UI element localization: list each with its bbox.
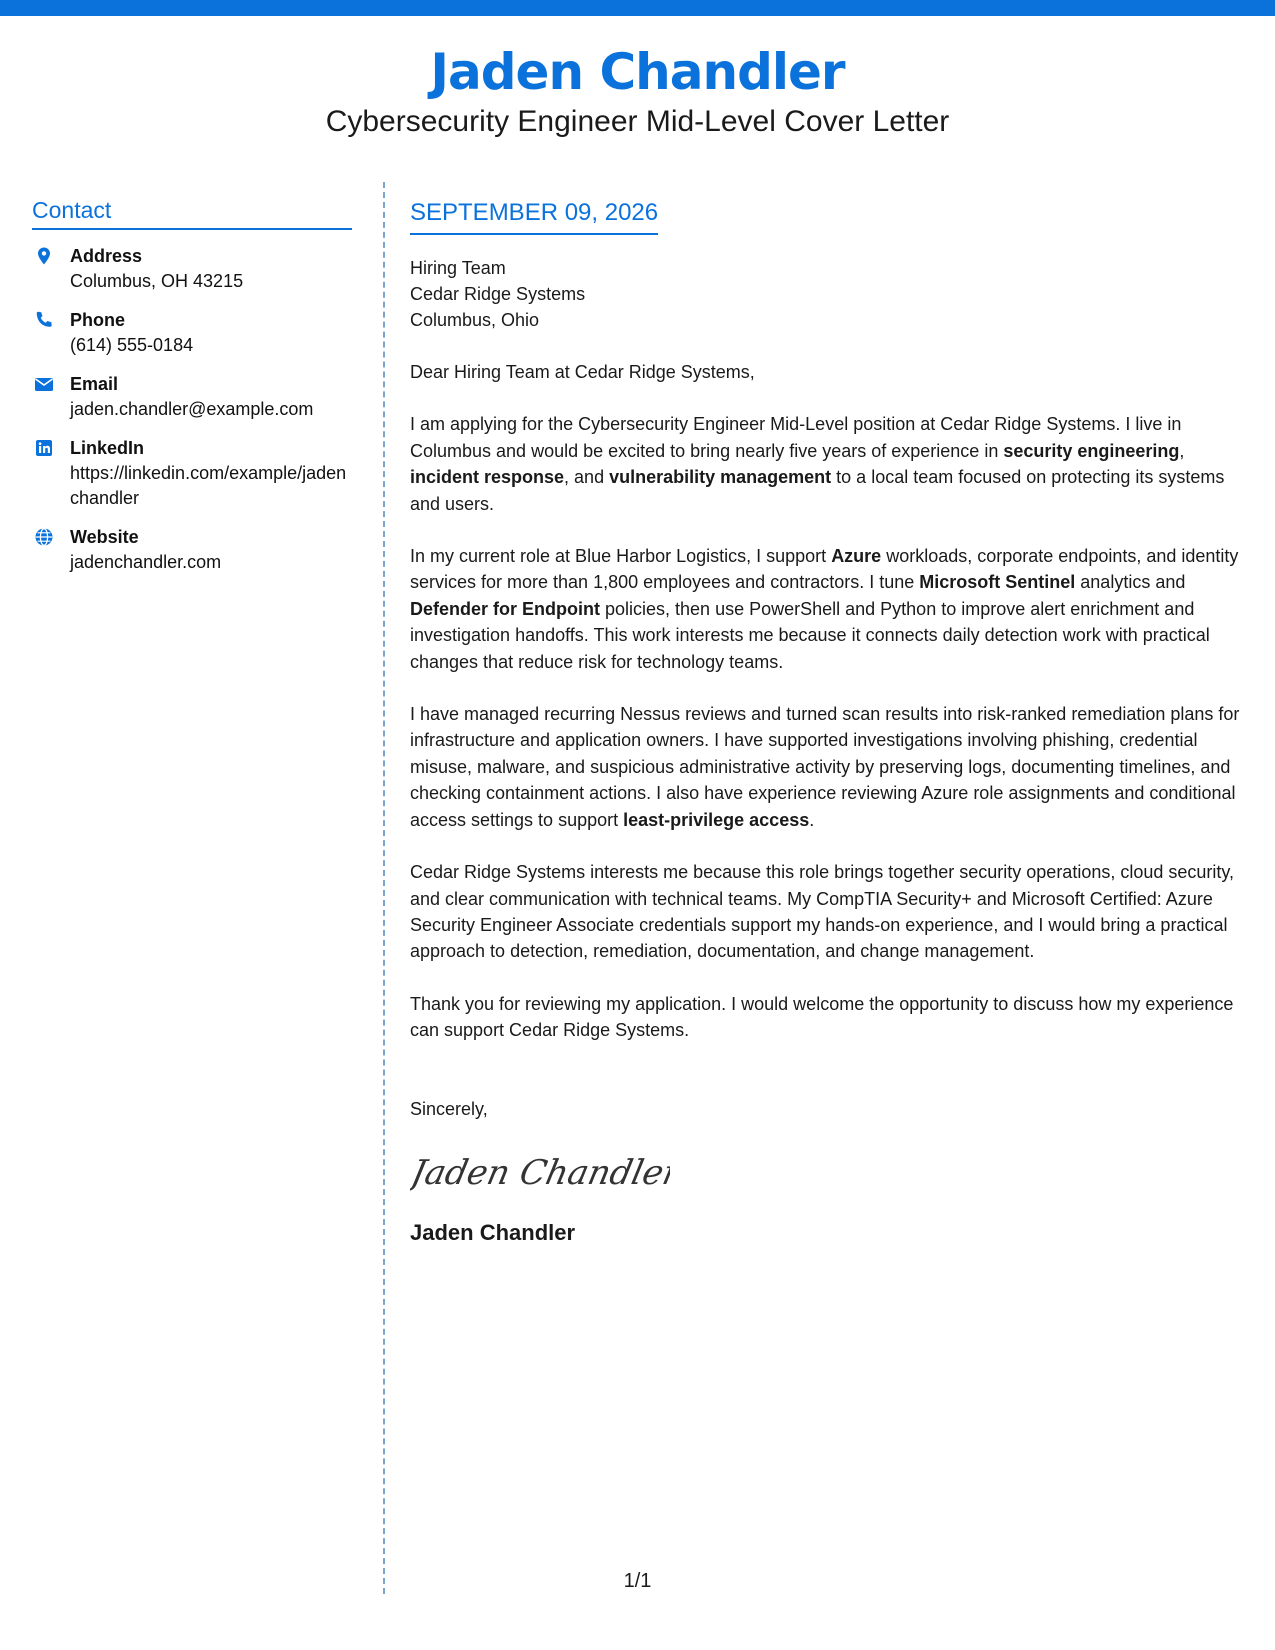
letter-date: SEPTEMBER 09, 2026 — [410, 196, 658, 235]
salutation: Dear Hiring Team at Cedar Ridge Systems, — [410, 362, 755, 382]
contact-heading: Contact — [32, 196, 352, 230]
contact-label: LinkedIn — [70, 438, 145, 458]
body-paragraph: I am applying for the Cybersecurity Engineer Mid-Level position at Cedar Ridge Systems. I live in Columbus and would be excited to bring nearly five years of experience in security engineering, incident response, and vulnerability management to a local team focused on protecting its systems and users. — [410, 414, 1225, 514]
body-paragraph: Thank you for reviewing my application. I would welcome the opportunity to discuss how my experience can support Cedar Ridge Systems. — [410, 993, 1234, 1041]
contact-value: (614) 555-0184 — [70, 335, 194, 355]
contact-item-linkedin — [32, 436, 352, 511]
envelope-icon — [34, 374, 54, 394]
document-subtitle: Cybersecurity Engineer Mid-Level Cover Letter — [325, 105, 950, 138]
contact-item-website — [32, 525, 352, 575]
contact-value: Columbus, OH 43215 — [70, 271, 244, 291]
contact-item-phone — [32, 308, 352, 358]
globe-icon — [34, 527, 54, 547]
contact-label: Address — [70, 246, 143, 266]
contact-value: jaden.chandler@example.com — [70, 399, 314, 419]
body-paragraph: Cedar Ridge Systems interests me because this role brings together security operations, cloud security, and clear communication with technical teams. My CompTIA Security+ and Microsoft Certified: Azure Security Engineer Associate credentials support my hands-on experience, and I would bring a practical approach to detection, remediation, documentation, and change management. — [410, 862, 1235, 962]
emphasized-term: vulnerability management — [609, 467, 832, 488]
contact-label: Phone — [70, 310, 126, 330]
emphasized-term: incident response — [410, 467, 565, 488]
contact-value: jadenchandler.com — [70, 552, 222, 572]
emphasized-term: security engineering — [1003, 440, 1180, 461]
recipient-block — [410, 255, 1255, 333]
contact-value: https://linkedin.com/example/jadenchandler — [70, 463, 347, 508]
recipient-line: Columbus, Ohio — [410, 310, 540, 330]
contact-item-email — [32, 372, 352, 422]
handwritten-signature — [410, 1144, 1255, 1200]
contact-sidebar — [32, 196, 352, 575]
letter-header — [0, 40, 1275, 142]
linkedin-icon — [34, 438, 54, 458]
emphasized-term: least-privilege access — [623, 809, 810, 830]
top-accent-bar — [0, 0, 1275, 16]
body-paragraph: I have managed recurring Nessus reviews and turned scan results into risk-ranked remediation plans for infrastructure and application owners. I have supported investigations involving phishing, credential misuse, malware, and suspicious administrative activity by preserving logs, documenting timelines, and checking containment actions. I also have experience reviewing Azure role assignments and conditional access settings to support least-privilege access. — [410, 704, 1240, 830]
page-number: 1/1 — [623, 1570, 652, 1592]
phone-icon — [34, 310, 54, 330]
map-pin-icon — [34, 246, 54, 266]
emphasized-term: Microsoft Sentinel — [919, 572, 1076, 593]
contact-label: Website — [70, 527, 139, 547]
closing-line: Sincerely, — [410, 1098, 488, 1119]
signature-script: Jaden Chandler — [410, 1152, 670, 1193]
letter-body — [410, 196, 1255, 1248]
contact-label: Email — [70, 374, 119, 394]
emphasized-term: Azure — [831, 546, 882, 567]
emphasized-term: Defender for Endpoint — [410, 598, 600, 619]
signer-name: Jaden Chandler — [410, 1219, 576, 1245]
column-divider — [383, 182, 385, 1594]
recipient-line: Cedar Ridge Systems — [410, 284, 586, 304]
contact-item-address — [32, 244, 352, 294]
applicant-name: Jaden Chandler — [430, 43, 845, 101]
signature-image — [410, 1144, 670, 1200]
recipient-line: Hiring Team — [410, 258, 506, 278]
body-paragraph: In my current role at Blue Harbor Logistics, I support Azure workloads, corporate endpoints, and identity services for more than 1,800 employees and contractors. I tune Microsoft Sentinel analytics and Defender for Endpoint policies, then use PowerShell and Python to improve alert enrichment and investigation handoffs. This work interests me because it connects daily detection work with practical changes that reduce risk for technology teams. — [410, 546, 1239, 672]
